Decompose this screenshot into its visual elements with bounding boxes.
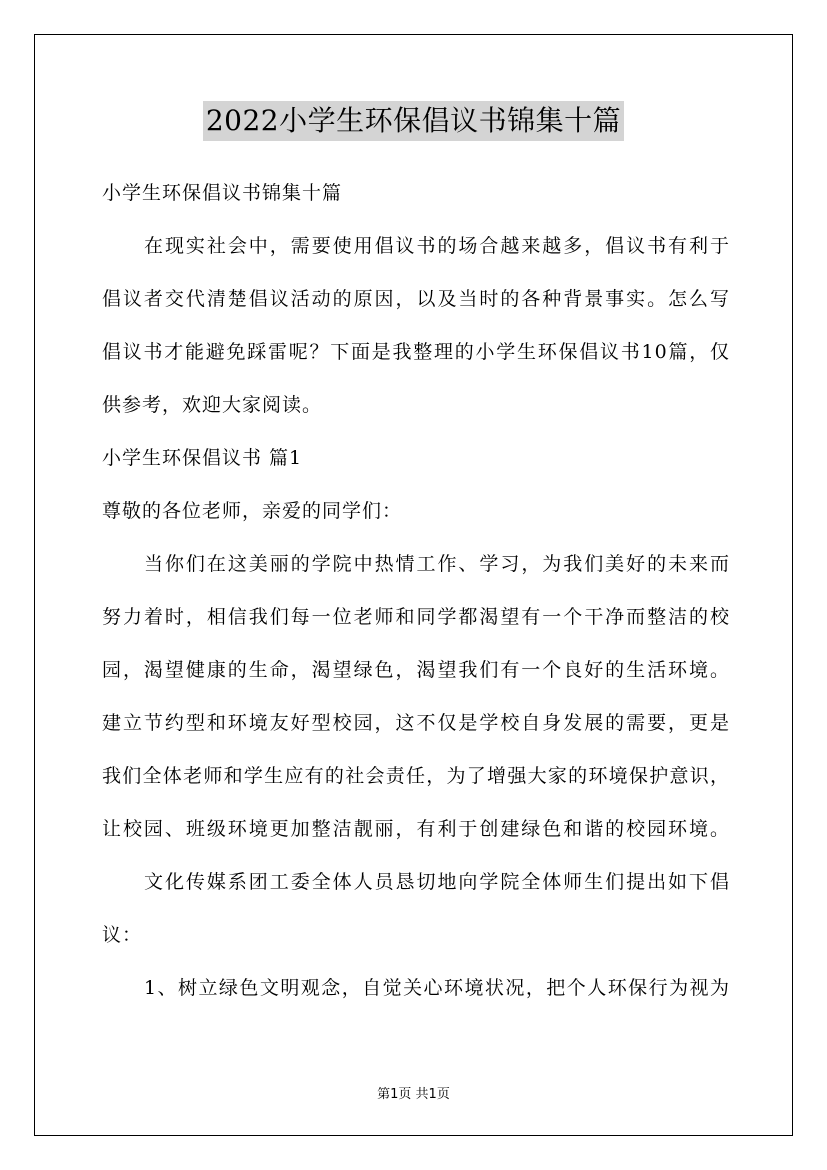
text-line: 小学生环保倡议书锦集十篇 bbox=[102, 182, 343, 204]
text-line: 在现实社会中，需要使用倡议书的场合越来越多，倡议书有利于 bbox=[144, 235, 730, 257]
document-title-wrapper bbox=[0, 101, 827, 141]
text-line: 小学生环保倡议书 篇1 bbox=[102, 447, 303, 469]
text-line: 园，渴望健康的生命，渴望绿色，渴望我们有一个良好的生活环境。 bbox=[102, 659, 730, 681]
text-line: 倡议者交代清楚倡议活动的原因，以及当时的各种背景事实。怎么写 bbox=[102, 288, 730, 310]
text-line: 让校园、班级环境更加整洁靓丽，有利于创建绿色和谐的校园环境。 bbox=[102, 818, 730, 840]
text-line: 文化传媒系团工委全体人员恳切地向学院全体师生们提出如下倡 bbox=[144, 871, 730, 893]
document-title: 2022小学生环保倡议书锦集十篇 bbox=[203, 101, 624, 141]
text-line: 建立节约型和环境友好型校园，这不仅是学校自身发展的需要，更是 bbox=[102, 712, 730, 734]
text-line: 我们全体老师和学生应有的社会责任，为了增强大家的环境保护意识， bbox=[102, 765, 730, 787]
text-line: 供参考，欢迎大家阅读。 bbox=[102, 394, 323, 416]
page-footer: 第1页 共1页 bbox=[377, 1087, 450, 1102]
text-line: 尊敬的各位老师，亲爱的同学们： bbox=[102, 500, 403, 522]
text-line: 倡议书才能避免踩雷呢？下面是我整理的小学生环保倡议书10篇，仅 bbox=[102, 341, 730, 363]
text-line: 1、树立绿色文明观念，自觉关心环境状况，把个人环保行为视为 bbox=[144, 977, 730, 999]
text-line: 努力着时，相信我们每一位老师和同学都渴望有一个干净而整洁的校 bbox=[102, 606, 730, 628]
text-line: 议： bbox=[102, 924, 143, 946]
text-line: 当你们在这美丽的学院中热情工作、学习，为我们美好的未来而 bbox=[144, 553, 730, 575]
document-body bbox=[102, 174, 730, 1022]
